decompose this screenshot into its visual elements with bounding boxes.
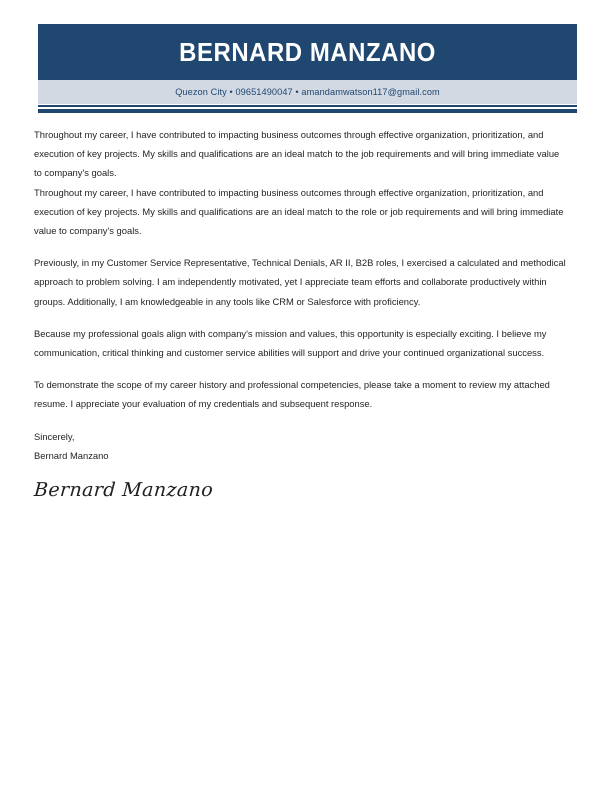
applicant-name: BERNARD MANZANO xyxy=(179,37,436,67)
letter-paragraph-1: Throughout my career, I have contributed to impacting business outcomes through effective organization, prioritization, and execution of key projects. My skills and qualifications are an ideal match to the job requirements and will bring immediate value to company's goals. xyxy=(34,129,560,179)
letter-paragraph-5: To demonstrate the scope of my career history and professional competencies, please take a moment to review my attached resume. I appreciate your evaluation of my credentials and subsequent response. xyxy=(34,379,550,410)
letter-paragraph-3: Previously, in my Customer Service Representative, Technical Denials, AR II, B2B roles, I exercised a calculated and methodical approach to problem solving. I am independently motivated, yet I appreciate team efforts and collaborate productively within groups. Additionally, I am knowledgeable in any tools like CRM or Salesforce with proficiency. xyxy=(34,257,566,307)
closing-salutation: Sincerely, xyxy=(34,430,75,442)
letter-paragraph-2: Throughout my career, I have contributed to impacting business outcomes through effective organization, prioritization, and execution of key projects. My skills and qualifications are an ideal match to the role or job requirements and will bring immediate value to company's goals. xyxy=(34,186,564,237)
header-rule-thick xyxy=(38,109,577,113)
handwritten-signature: Bernard Manzano xyxy=(33,479,214,502)
contact-line: Quezon City • 09651490047 • amandamwatson117@gmail.com xyxy=(175,87,440,97)
letter-header xyxy=(38,24,577,113)
header-contact-band xyxy=(38,80,577,104)
header-name-band xyxy=(38,24,577,80)
letter-body xyxy=(34,125,568,501)
letter-paragraph-4: Because my professional goals align with company's mission and values, this opportunity is especially exciting. I believe my communication, critical thinking and customer service abilities will support and drive your continued organizational success. xyxy=(34,327,547,359)
closing-name: Bernard Manzano xyxy=(34,449,109,461)
letter-closing xyxy=(34,427,568,465)
